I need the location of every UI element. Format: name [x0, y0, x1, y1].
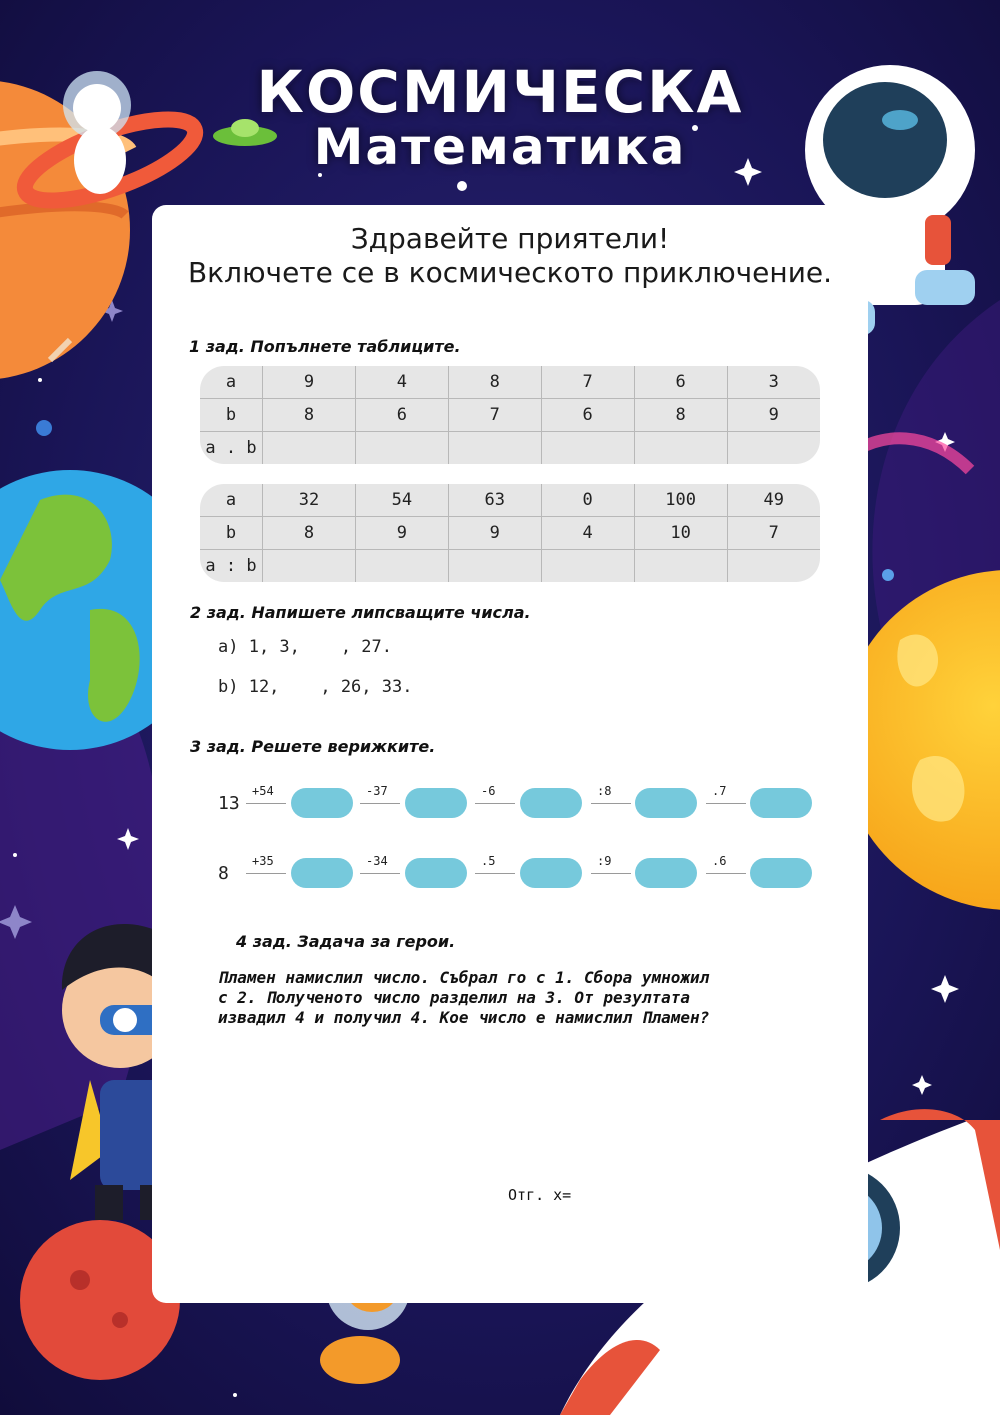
story-line: Пламен намислил число. Събрал го с 1. Сбора умножил: [218, 968, 710, 987]
chain-answer-slot[interactable]: [405, 788, 467, 818]
table-cell: 7: [541, 366, 634, 398]
table-cell: 49: [727, 484, 820, 516]
answer-cell[interactable]: [727, 550, 820, 582]
chain-line: [706, 873, 746, 874]
chain-line: [246, 803, 286, 804]
table-cell: 54: [355, 484, 448, 516]
greeting-line2: Включете се в космическото приключение.: [187, 256, 833, 289]
table-cell: 6: [355, 398, 448, 431]
answer-cell[interactable]: [355, 550, 448, 582]
chain-line: [475, 803, 515, 804]
table-cell: 32: [263, 484, 356, 516]
chain-answer-slot[interactable]: [520, 788, 582, 818]
table-cell: 9: [263, 366, 356, 398]
table-cell: 9: [355, 516, 448, 549]
chain2-op: .5: [481, 854, 496, 868]
answer-cell[interactable]: [448, 432, 541, 464]
chain-line: [246, 873, 286, 874]
answer-label: Отг. х=: [508, 1186, 572, 1204]
table-cell: 100: [634, 484, 727, 516]
task1-heading: 1 зад. Попълнете таблиците.: [189, 337, 461, 356]
answer-cell[interactable]: [727, 432, 820, 464]
chain1-op: .7: [712, 784, 727, 798]
chain1-op: +54: [252, 784, 274, 798]
chain-answer-slot[interactable]: [291, 788, 353, 818]
chain-line: [706, 803, 746, 804]
table-cell: 6: [541, 398, 634, 431]
table-cell: 6: [634, 366, 727, 398]
answer-cell[interactable]: [263, 432, 356, 464]
title-line2: Математика: [313, 118, 687, 176]
table-cell: 0: [541, 484, 634, 516]
chain2-op: +35: [252, 854, 274, 868]
task4-heading: 4 зад. Задача за герои.: [236, 932, 456, 951]
table-cell: 3: [727, 366, 820, 398]
answer-cell[interactable]: [263, 550, 356, 582]
chain-answer-slot[interactable]: [291, 858, 353, 888]
row-label-product: a . b: [200, 432, 263, 464]
chain1-op: :8: [597, 784, 612, 798]
table-cell: 8: [263, 398, 356, 431]
chain-line: [591, 873, 631, 874]
story-line: извадил 4 и получил 4. Кое число е намислил Пламен?: [218, 1008, 710, 1027]
table-cell: 63: [448, 484, 541, 516]
table-cell: 8: [448, 366, 541, 398]
chain-answer-slot[interactable]: [635, 858, 697, 888]
table-cell: 4: [541, 516, 634, 549]
answer-cell[interactable]: [634, 432, 727, 464]
row-label-b: b: [200, 398, 263, 431]
chain-answer-slot[interactable]: [750, 788, 812, 818]
chain1-op: -6: [481, 784, 496, 798]
table-cell: 7: [448, 398, 541, 431]
row-label-a: a: [200, 484, 263, 516]
chain1-start: 13: [218, 793, 240, 814]
answer-cell[interactable]: [448, 550, 541, 582]
answer-cell[interactable]: [541, 550, 634, 582]
chain-line: [475, 873, 515, 874]
task4-story: [218, 968, 818, 1028]
answer-cell[interactable]: [541, 432, 634, 464]
task2-heading: 2 зад. Напишете липсващите числа.: [190, 603, 531, 622]
chain-answer-slot[interactable]: [635, 788, 697, 818]
answer-cell[interactable]: [634, 550, 727, 582]
sequence-b: b) 12, , 26, 33.: [218, 677, 413, 697]
greeting-line1: Здравейте приятели!: [350, 222, 670, 255]
chain-answer-slot[interactable]: [405, 858, 467, 888]
chain-line: [360, 803, 400, 804]
row-label-a: a: [200, 366, 263, 398]
chain2-start: 8: [218, 863, 229, 884]
table-cell: 8: [263, 516, 356, 549]
task3-heading: 3 зад. Решете верижките.: [190, 737, 436, 756]
row-label-quotient: a : b: [200, 550, 263, 582]
title-line1: КОСМИЧЕСКА: [256, 58, 744, 126]
table-cell: 10: [634, 516, 727, 549]
chain-answer-slot[interactable]: [750, 858, 812, 888]
chain2-op: :9: [597, 854, 612, 868]
chain2-op: -34: [366, 854, 388, 868]
row-label-b: b: [200, 516, 263, 549]
table-cell: 4: [355, 366, 448, 398]
chain-line: [360, 873, 400, 874]
table-cell: 9: [448, 516, 541, 549]
chain1-op: -37: [366, 784, 388, 798]
division-table: [200, 484, 820, 582]
chain-line: [591, 803, 631, 804]
table-cell: 8: [634, 398, 727, 431]
table-cell: 7: [727, 516, 820, 549]
story-line: с 2. Полученото число разделил на 3. От резултата: [218, 988, 691, 1007]
answer-cell[interactable]: [355, 432, 448, 464]
multiplication-table: [200, 366, 820, 464]
chain2-op: .6: [712, 854, 727, 868]
chain-answer-slot[interactable]: [520, 858, 582, 888]
table-cell: 9: [727, 398, 820, 431]
sequence-a: а) 1, 3, , 27.: [218, 637, 392, 657]
